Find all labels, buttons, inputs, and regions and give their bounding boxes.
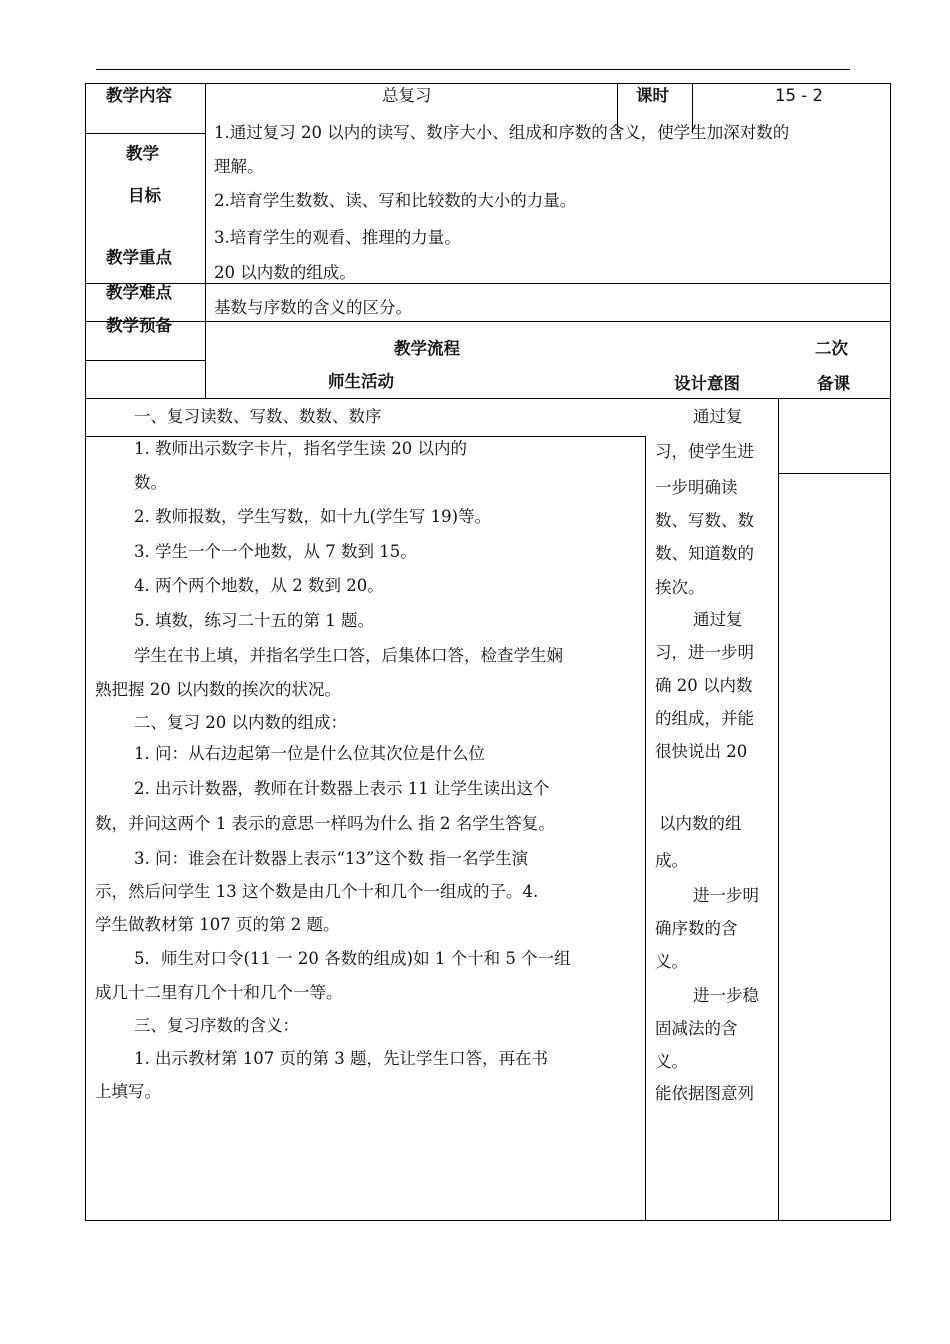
header-rule <box>96 69 850 70</box>
activity-line: 3. 问：谁会在计数器上表示“13”这个数 指一名学生演 <box>134 849 529 868</box>
activity-line: 1. 问：从右边起第一位是什么位其次位是什么位 <box>134 744 485 763</box>
intent-line: 数、写数、数 <box>655 511 754 530</box>
activity-line: 1. 出示教材第 107 页的第 3 题，先让学生口答，再在书 <box>134 1049 548 1068</box>
intent-line: 进一步稳 <box>693 986 759 1005</box>
activity-line: 2. 出示计数器，教师在计数器上表示 11 让学生读出这个 <box>134 779 550 798</box>
goals-label-1: 教学 <box>126 144 159 163</box>
activity-line: 5. 填数，练习二十五的第 1 题。 <box>134 611 374 630</box>
intent-line: 一步明确读 <box>655 478 738 497</box>
activity-line: 5．师生对口令(11 一 20 各数的组成)如 1 个十和 5 个一组 <box>134 949 571 968</box>
period-label: 课时 <box>636 86 669 105</box>
period-value: 15 - 2 <box>775 86 823 105</box>
col-divider <box>645 436 646 1221</box>
activity-line: 数，并问这两个 1 表示的意思一样吗为什么 指 2 名学生答复。 <box>95 814 555 833</box>
activity-line: 上填写。 <box>95 1082 161 1101</box>
content-value: 总复习 <box>382 86 432 105</box>
activity-line: 一、复习读数、写数、数数、数序 <box>134 407 382 426</box>
intent-line: 确序数的含 <box>655 919 738 938</box>
preparation-label: 教学预备 <box>106 316 172 335</box>
key-points-value: 20 以内数的组成。 <box>214 263 356 282</box>
flow-title: 教学流程 <box>394 339 460 358</box>
intent-line: 固减法的含 <box>655 1019 738 1038</box>
second-prep-label-1: 二次 <box>815 339 848 358</box>
row-divider <box>85 436 645 437</box>
intent-line: 义。 <box>655 1052 688 1071</box>
table-border-bottom <box>85 1220 891 1221</box>
intent-line: 习，进一步明 <box>655 643 754 662</box>
goals-line: 3.培育学生的观看、推理的力量。 <box>214 228 461 247</box>
intent-line: 通过复 <box>693 407 743 426</box>
activity-line: 1. 教师出示数字卡片，指名学生读 20 以内的 <box>134 439 467 458</box>
intent-line: 义。 <box>655 952 688 971</box>
intent-line: 成。 <box>655 851 688 870</box>
activity-line: 二、复习 20 以内数的组成： <box>134 713 347 732</box>
activity-line: 成几十二里有几个十和几个一等。 <box>95 983 343 1002</box>
col-divider <box>205 83 206 399</box>
activity-line: 示，然后问学生 13 这个数是由几个十和几个一组成的子。4. <box>95 882 539 901</box>
table-border-left <box>85 83 86 1221</box>
activity-line: 熟把握 20 以内数的挨次的状况。 <box>95 680 341 699</box>
activity-line: 学生做教材第 107 页的第 2 题。 <box>95 915 340 934</box>
table-border-right <box>890 83 891 1221</box>
intent-line: 进一步明 <box>693 886 759 905</box>
key-points-label: 教学重点 <box>106 248 172 267</box>
activity-line: 数。 <box>134 473 167 492</box>
intent-line: 挨次。 <box>655 578 705 597</box>
difficulty-value: 基数与序数的含义的区分。 <box>214 298 412 317</box>
activity-line: 2. 教师报数，学生写数，如十九(学生写 19)等。 <box>134 507 492 526</box>
row-divider <box>85 133 206 134</box>
intent-line: 的组成，并能 <box>655 709 754 728</box>
goals-line: 理解。 <box>214 157 264 176</box>
second-prep-label-2: 备课 <box>817 374 850 393</box>
row-divider <box>85 360 206 361</box>
intent-line: 习，使学生进 <box>655 442 754 461</box>
intent-line: 能依据图意列 <box>655 1084 754 1103</box>
activity-line: 3. 学生一个一个地数，从 7 数到 15。 <box>134 542 417 561</box>
activity-line: 学生在书上填，并指名学生口答，后集体口答，检查学生娴 <box>134 646 563 665</box>
intent-header: 设计意图 <box>674 374 740 393</box>
activity-line: 4. 两个两个地数，从 2 数到 20。 <box>134 576 384 595</box>
intent-line: 很快说出 20 <box>655 742 748 761</box>
intent-line: 确 20 以内数 <box>655 676 753 695</box>
difficulty-label: 教学难点 <box>106 283 172 302</box>
content-label: 教学内容 <box>106 86 172 105</box>
row-divider <box>778 473 891 474</box>
intent-line: 数、知道数的 <box>655 544 754 563</box>
col-divider <box>778 398 779 1221</box>
goals-label-2: 目标 <box>128 186 161 205</box>
intent-line: 以内数的组 <box>659 814 742 833</box>
goals-line: 1.通过复习 20 以内的读写、数序大小、组成和序数的含义，使学生加深对数的 <box>214 123 790 142</box>
activity-header: 师生活动 <box>328 372 394 391</box>
goals-line: 2.培育学生数数、读、写和比较数的大小的力量。 <box>214 191 577 210</box>
activity-line: 三、复习序数的含义： <box>134 1016 299 1035</box>
intent-line: 通过复 <box>693 610 743 629</box>
